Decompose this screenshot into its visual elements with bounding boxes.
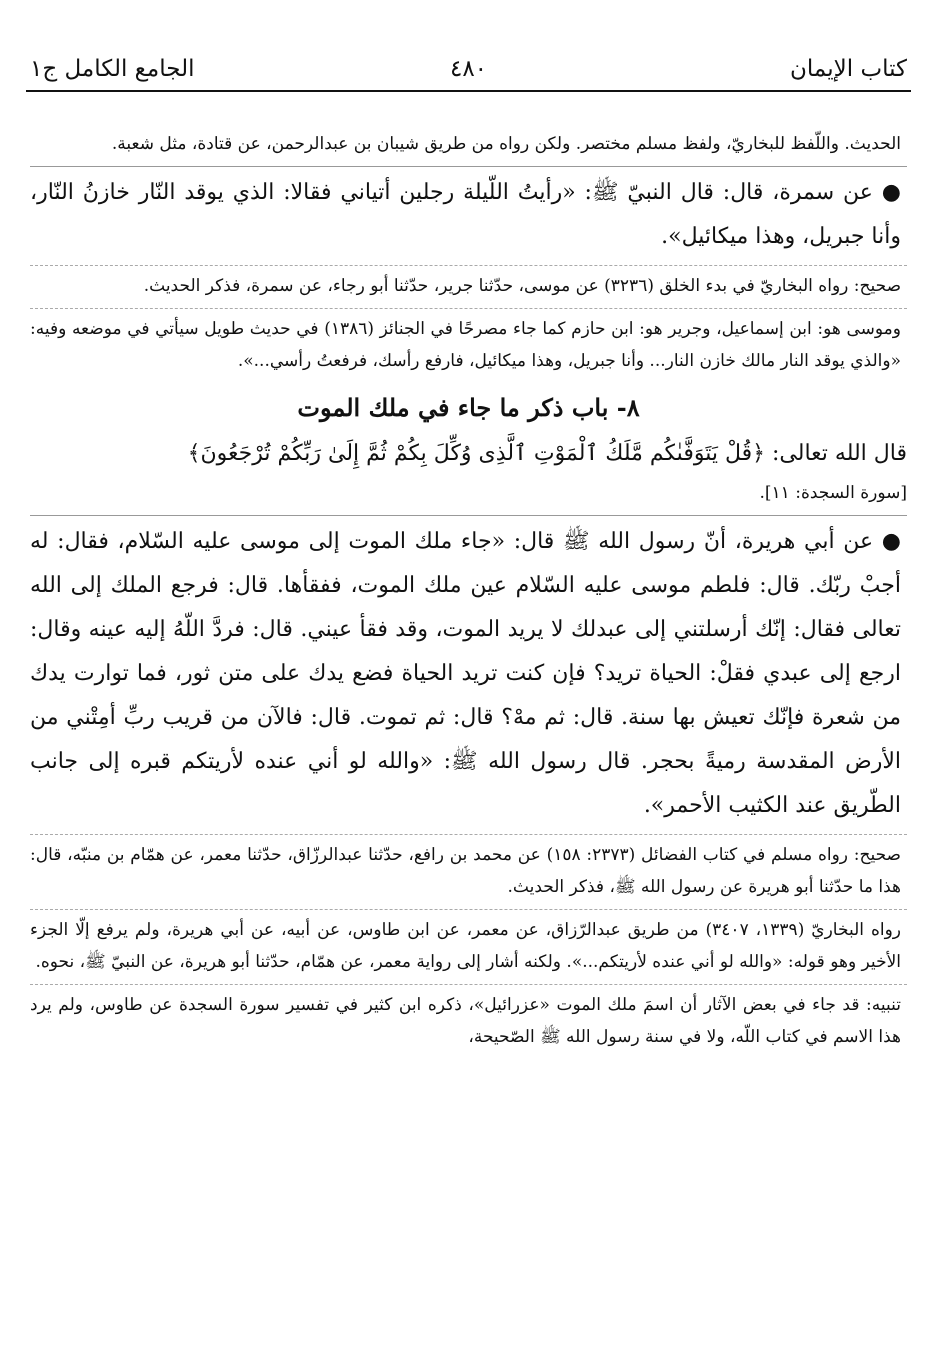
page-number: ٤٨٠ bbox=[449, 56, 488, 82]
commentary-musa-jarir: وموسى هو: ابن إسماعيل، وجرير هو: ابن حازم كما جاء مصرحًا في الجنائز (١٣٨٦) في حديث طويل سيأتي في موضعه وفيه: «والذي يوقد النار مالك خازن النار... وأنا جبريل، وهذا ميكائيل، فارفع رأسك، فرفعتُ رأسي...». bbox=[30, 319, 901, 371]
takhrij-bukhari: رواه البخاريّ (١٣٣٩، ٣٤٠٧) من طريق عبدالرّزاق، عن معمر، عن ابن طاوس، عن أبيه، عن أبي هريرة، ولم يرفع إلّا الجزء الأخير وهو قوله: «والله لو أني عنده لأريتكم...». ولكنه أشار إلى رواية معمر، عن همّام، حدّثنا أبو هريرة، عن النبيّ ﷺ، نحوه. bbox=[30, 920, 901, 972]
divider bbox=[30, 984, 907, 985]
divider bbox=[30, 834, 907, 835]
page-content bbox=[30, 128, 907, 1053]
book-section-title: كتاب الإيمان bbox=[790, 56, 907, 82]
divider bbox=[30, 909, 907, 910]
divider bbox=[30, 515, 907, 516]
surah-reference: [سورة السجدة: ١١]. bbox=[759, 483, 907, 503]
hadith-abu-huraira: ● عن أبي هريرة، أنّ رسول الله ﷺ قال: «جاء ملك الموت إلى موسى عليه السّلام، فقال: له أجبْ ربّك. قال: فلطم موسى عليه السّلام عين ملك الموت، ففقأها. قال: فرجع الملك إلى الله تعالى فقال: إنّك أرسلتني إلى عبدلك لا يريد الموت، وقد فقأ عيني. قال: فردَّ اللّهُ إليه عينه وقال: ارجع إلى عبدي فقلْ: الحياة تريد؟ فإن كنت تريد الحياة فضع يدك على متن ثور، فما توارت يدك من شعرة فإنّك تعيش بها سنة. قال: ثم مهْ؟ قال: ثم تموت. قال: فالآن من قريب ربِّ أمِتْني من الأرض المقدسة رميةً بحجر. قال رسول الله ﷺ: «والله لو أني عنده لأريتكم قبره إلى جانب الطّريق عند الكثيب الأحمر». bbox=[30, 529, 901, 818]
divider bbox=[30, 265, 907, 266]
divider bbox=[30, 308, 907, 309]
chapter-heading: ٨- باب ذكر ما جاء في ملك الموت bbox=[297, 393, 640, 422]
page-header bbox=[26, 50, 911, 92]
divider bbox=[30, 166, 907, 167]
quran-verse: قال الله تعالى: ﴿قُلْ يَتَوَفَّىٰكُم مَّلَكُ ٱلْمَوْتِ ٱلَّذِى وُكِّلَ بِكُمْ ثُمَّ إِلَىٰ رَبِّكُمْ تُرْجَعُونَ﴾ bbox=[187, 441, 907, 466]
tanbih-note: تنبيه: قد جاء في بعض الآثار أن اسمَ ملك الموت «عزرائيل»، ذكره ابن كثير في تفسير سورة السجدة عن طاوس، ولم يرد هذا الاسم في كتاب اللّه، ولا في سنة رسول الله ﷺ الصّحيحة، bbox=[30, 995, 901, 1047]
book-volume-title: الجامع الكامل ج١ bbox=[30, 56, 195, 82]
takhrij-muslim: صحيح: رواه مسلم في كتاب الفضائل (٢٣٧٣: ١٥٨) عن محمد بن رافع، حدّثنا عبدالرزّاق، حدّثنا معمر، عن همّام بن منبّه، قال: هذا ما حدّثنا أبو هريرة عن رسول الله ﷺ، فذكر الحديث. bbox=[30, 845, 901, 897]
takhrij-samura: صحيح: رواه البخاريّ في بدء الخلق (٣٢٣٦) عن موسى، حدّثنا جرير، حدّثنا أبو رجاء، عن سمرة، فذكر الحديث. bbox=[143, 276, 901, 296]
note-paragraph-1: الحديث. واللّفظ للبخاريّ، ولفظ مسلم مختصر. ولكن رواه من طريق شيبان بن عبدالرحمن، عن قتادة، مثل شعبة. bbox=[111, 134, 901, 154]
hadith-samura: ● عن سمرة، قال: قال النبيّ ﷺ: «رأيتُ اللّيلة رجلين أتياني فقالا: الذي يوقد النّار خازنُ النّار، وأنا جبريل، وهذا ميكائيل». bbox=[30, 180, 901, 249]
